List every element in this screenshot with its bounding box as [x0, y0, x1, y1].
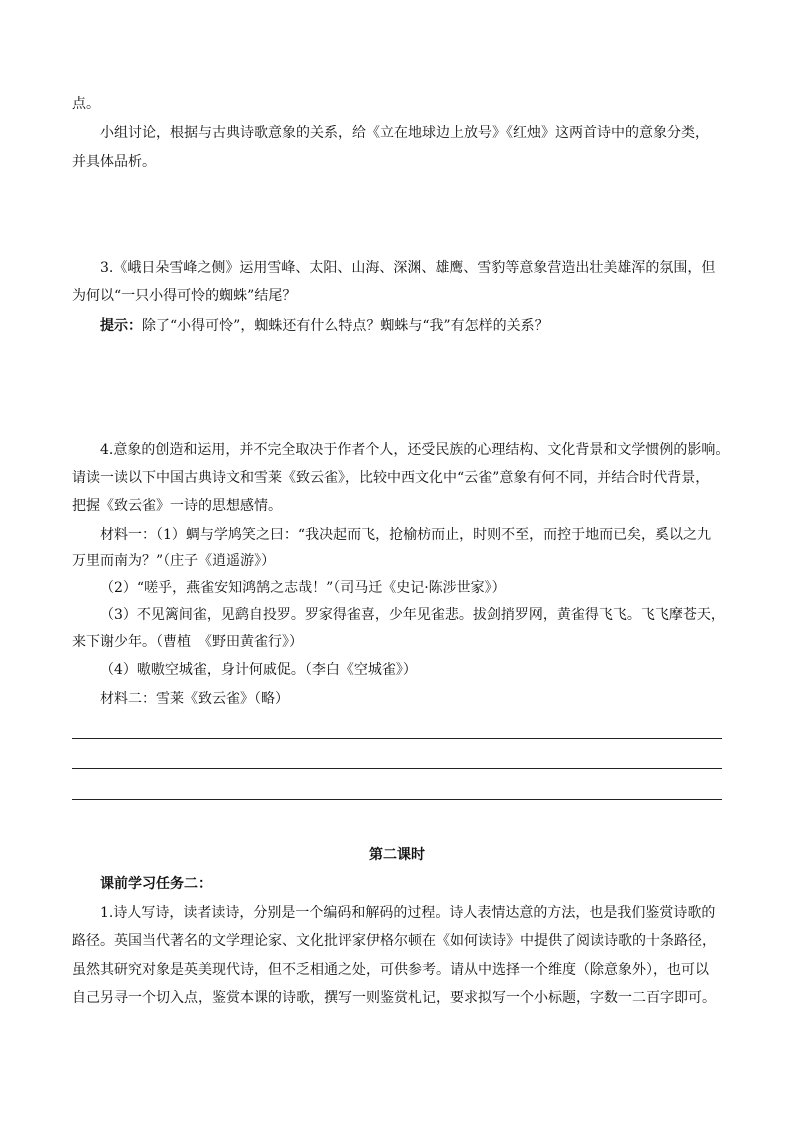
material1-item3-line2: 来下谢少年。（曹植 《野田黄雀行》）: [72, 634, 303, 650]
question3-line1: 3.《峨日朵雪峰之侧》运用雪峰、太阳、山海、深渊、雄鹰、雪豹等意象营造出壮美雄浑的氛围，但: [100, 260, 716, 276]
lesson2-p1-line4: 自己另寻一个切入点，鉴赏本课的诗歌，撰写一则鉴赏札记，要求拟写一个小标题，字数一二百字即可。: [72, 990, 716, 1006]
material1-item1-line1: [72, 525, 722, 545]
question4-line3: 把握《致云雀》一诗的思想感情。: [72, 498, 282, 514]
lesson2-p1-line2: 路径。英国当代著名的文学理论家、文化批评家伊格尔顿在《如何读诗》中提供了阅读诗歌的十条路径，: [72, 933, 716, 949]
lesson2-p1-line1: 1.诗人写诗，读者读诗，分别是一个编码和解码的过程。诗人表情达意的方法，也是我们鉴赏诗歌的: [100, 905, 716, 921]
material1-label: 材料一：: [100, 527, 156, 543]
question4-line1: 4.意象的创造和运用，并不完全取决于作者个人，还受民族的心理结构、文化背景和文学惯例的影响。: [100, 442, 730, 458]
material1-item4: （4）嗷嗷空城雀，身计何戚促。（李白《空城雀》）: [100, 662, 417, 678]
material2: 材料二：雪莱《致云雀》（略）: [100, 691, 289, 707]
material1-item1-text: （1）蜩与学鸠笑之曰：“我决起而飞，抢榆枋而止，时则不至，而控于地而已矣，奚以之九: [156, 527, 712, 543]
lesson2-p1-line3: 虽然其研究对象是英美现代诗，但不乏相通之处，可供参考。请从中选择一个维度（除意象外），也可以: [72, 962, 709, 978]
question4-line2: 请读一读以下中国古典诗文和雪莱《致云雀》，比较中西文化中“云雀”意象有何不同，并结合时代背景，: [72, 470, 710, 486]
group-discussion-line2: 并具体品析。: [72, 154, 156, 170]
material1-item1-line2: 万里而南为？”（庄子《逍遥游》）: [72, 553, 276, 569]
answer-line[interactable]: [72, 738, 722, 739]
question3-line2: 为何以“一只小得可怜的蜘蛛”结尾？: [72, 288, 297, 304]
hint-label: 提示：: [100, 318, 142, 334]
material1-item3-line1: （3）不见篱间雀，见鹞自投罗。罗家得雀喜，少年见雀悲。拔剑捎罗网，黄雀得飞飞。飞飞摩苍天，: [100, 607, 725, 623]
group-discussion-line1: 小组讨论，根据与古典诗歌意象的关系，给《立在地球边上放号》《红烛》这两首诗中的意象分类，: [100, 125, 709, 141]
answer-line[interactable]: [72, 768, 722, 769]
material1-item2: （2）“嗟乎，燕雀安知鸿鹄之志哉！”（司马迁《史记·陈涉世家》）: [100, 580, 506, 596]
question3-hint: [72, 316, 722, 336]
text-line: 点。: [72, 96, 100, 112]
answer-line[interactable]: [72, 799, 722, 800]
lesson2-title: 第二课时: [369, 847, 425, 863]
task-heading: 课前学习任务二：: [100, 876, 212, 892]
hint-text: 除了“小得可怜”，蜘蛛还有什么特点？蜘蛛与“我”有怎样的关系？: [142, 318, 549, 334]
